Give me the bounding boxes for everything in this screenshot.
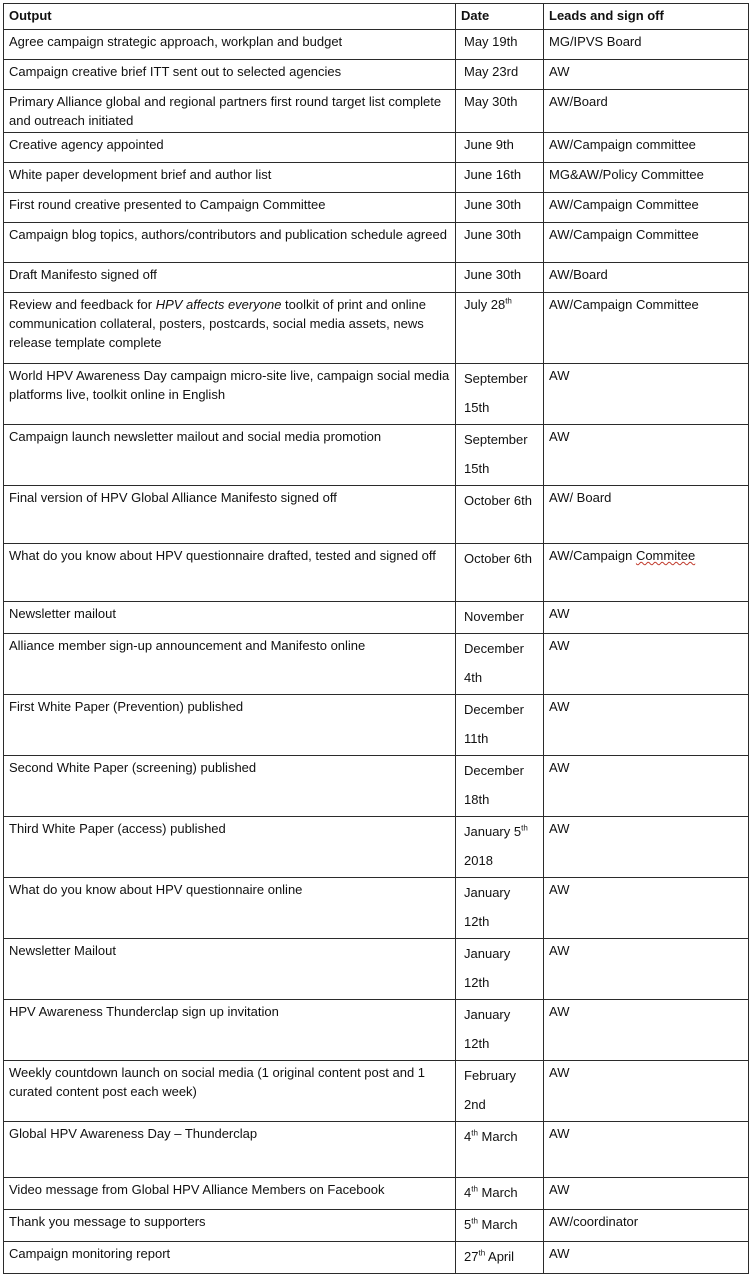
- header-date: Date: [456, 4, 544, 30]
- date-text: 27: [464, 1249, 479, 1264]
- date-cell: December 18th: [456, 756, 544, 817]
- output-cell: Campaign launch newsletter mailout and social media promotion: [4, 425, 456, 486]
- date-text: March: [477, 1129, 518, 1144]
- output-cell: Creative agency appointed: [4, 133, 456, 163]
- output-cell: Weekly countdown launch on social media (1 original content post and 1 curated content post each week): [4, 1061, 456, 1122]
- header-leads: Leads and sign off: [544, 4, 749, 30]
- date-cell: February 2nd: [456, 1061, 544, 1122]
- date-cell: January 12th: [456, 939, 544, 1000]
- date-cell: [456, 293, 544, 364]
- date-text: January 5: [464, 824, 522, 839]
- output-cell: Video message from Global HPV Alliance Members on Facebook: [4, 1178, 456, 1210]
- date-suffix: th: [471, 1216, 478, 1226]
- date-cell: January 12th: [456, 1000, 544, 1061]
- output-cell: What do you know about HPV questionnaire online: [4, 878, 456, 939]
- table-row: [4, 1210, 749, 1242]
- date-cell: [456, 1210, 544, 1242]
- leads-cell: AW: [544, 425, 749, 486]
- date-cell: October 6th: [456, 544, 544, 602]
- date-cell: September 15th: [456, 364, 544, 425]
- output-cell: Agree campaign strategic approach, workplan and budget: [4, 30, 456, 60]
- table-row: [4, 695, 749, 756]
- output-cell: Third White Paper (access) published: [4, 817, 456, 878]
- table-row: [4, 817, 749, 878]
- date-suffix: th: [505, 296, 512, 306]
- date-cell: [456, 817, 544, 878]
- output-cell: World HPV Awareness Day campaign micro-site live, campaign social media platforms live, toolkit online in English: [4, 364, 456, 425]
- leads-cell: AW/Board: [544, 263, 749, 293]
- table-row: [4, 939, 749, 1000]
- date-text: 4: [464, 1185, 472, 1200]
- date-text: July 28: [464, 297, 506, 312]
- table-row: [4, 1000, 749, 1061]
- leads-cell: AW/Campaign committee: [544, 133, 749, 163]
- table-row: [4, 1178, 749, 1210]
- leads-cell: AW: [544, 634, 749, 695]
- table-row: [4, 30, 749, 60]
- date-cell: October 6th: [456, 486, 544, 544]
- output-cell: First White Paper (Prevention) published: [4, 695, 456, 756]
- table-row: [4, 1061, 749, 1122]
- output-cell: Final version of HPV Global Alliance Manifesto signed off: [4, 486, 456, 544]
- table-row: [4, 133, 749, 163]
- date-cell: May 30th: [456, 90, 544, 133]
- campaign-name-text: HPV affects everyone: [155, 297, 282, 312]
- leads-cell: AW/Campaign Committee: [544, 193, 749, 223]
- date-cell: June 9th: [456, 133, 544, 163]
- leads-cell: AW: [544, 695, 749, 756]
- date-cell: [456, 1242, 544, 1274]
- table-row: [4, 263, 749, 293]
- output-cell: Thank you message to supporters: [4, 1210, 456, 1242]
- date-text: March: [477, 1217, 518, 1232]
- date-cell: June 16th: [456, 163, 544, 193]
- table-row: [4, 1122, 749, 1178]
- table-row: [4, 163, 749, 193]
- table-row: [4, 878, 749, 939]
- table-row: [4, 223, 749, 263]
- leads-cell: AW: [544, 817, 749, 878]
- output-cell: Global HPV Awareness Day – Thunderclap: [4, 1122, 456, 1178]
- leads-text: AW/Campaign: [549, 548, 636, 563]
- table-row: [4, 756, 749, 817]
- campaign-timeline-table: [3, 3, 749, 1274]
- table-row: [4, 293, 749, 364]
- table-row: [4, 90, 749, 133]
- table-row: [4, 60, 749, 90]
- date-text: 4: [464, 1129, 472, 1144]
- leads-cell: AW: [544, 1178, 749, 1210]
- date-cell: June 30th: [456, 263, 544, 293]
- output-cell: Second White Paper (screening) published: [4, 756, 456, 817]
- date-cell: May 19th: [456, 30, 544, 60]
- output-cell: First round creative presented to Campaign Committee: [4, 193, 456, 223]
- leads-cell: MG/IPVS Board: [544, 30, 749, 60]
- date-cell: May 23rd: [456, 60, 544, 90]
- date-text: 5: [464, 1217, 472, 1232]
- date-cell: [456, 1178, 544, 1210]
- output-cell: Campaign creative brief ITT sent out to selected agencies: [4, 60, 456, 90]
- leads-cell: AW: [544, 60, 749, 90]
- output-cell: White paper development brief and author list: [4, 163, 456, 193]
- table-row: [4, 486, 749, 544]
- date-text: April: [485, 1249, 515, 1264]
- leads-cell: AW/coordinator: [544, 1210, 749, 1242]
- date-cell: June 30th: [456, 193, 544, 223]
- date-cell: September 15th: [456, 425, 544, 486]
- output-cell: Primary Alliance global and regional partners first round target list complete and outreach initiated: [4, 90, 456, 133]
- leads-cell: AW: [544, 1122, 749, 1178]
- leads-cell: AW: [544, 756, 749, 817]
- date-cell: November: [456, 602, 544, 634]
- output-cell: Campaign blog topics, authors/contributors and publication schedule agreed: [4, 223, 456, 263]
- date-suffix: th: [471, 1128, 478, 1138]
- table-row: [4, 364, 749, 425]
- date-cell: June 30th: [456, 223, 544, 263]
- table-header-row: [4, 4, 749, 30]
- output-cell: Newsletter mailout: [4, 602, 456, 634]
- table-row: [4, 634, 749, 695]
- leads-cell: AW: [544, 1061, 749, 1122]
- date-cell: December 11th: [456, 695, 544, 756]
- leads-cell: AW/Campaign Committee: [544, 293, 749, 364]
- date-suffix: th: [471, 1184, 478, 1194]
- date-cell: January 12th: [456, 878, 544, 939]
- output-text: toolkit of print and online communication collateral, posters, postcards, social media assets, news release template complete: [9, 297, 426, 350]
- date-suffix: th: [521, 823, 528, 833]
- output-cell: HPV Awareness Thunderclap sign up invitation: [4, 1000, 456, 1061]
- output-cell: What do you know about HPV questionnaire drafted, tested and signed off: [4, 544, 456, 602]
- table-row: [4, 1242, 749, 1274]
- output-cell: Alliance member sign-up announcement and Manifesto online: [4, 634, 456, 695]
- table-row: [4, 193, 749, 223]
- output-text: Review and feedback for: [9, 297, 156, 312]
- output-cell: Newsletter Mailout: [4, 939, 456, 1000]
- leads-cell: AW: [544, 1242, 749, 1274]
- misspelled-word: Commitee: [635, 548, 696, 563]
- output-cell: Draft Manifesto signed off: [4, 263, 456, 293]
- date-cell: [456, 1122, 544, 1178]
- table-row: [4, 544, 749, 602]
- leads-cell: AW: [544, 602, 749, 634]
- leads-cell: [544, 544, 749, 602]
- leads-cell: AW: [544, 1000, 749, 1061]
- date-year: 2018: [464, 853, 493, 868]
- leads-cell: AW: [544, 939, 749, 1000]
- table-row: [4, 425, 749, 486]
- leads-cell: AW: [544, 364, 749, 425]
- leads-cell: AW/ Board: [544, 486, 749, 544]
- leads-cell: AW/Board: [544, 90, 749, 133]
- date-text: March: [477, 1185, 518, 1200]
- header-output: Output: [4, 4, 456, 30]
- leads-cell: AW/Campaign Committee: [544, 223, 749, 263]
- output-cell: Campaign monitoring report: [4, 1242, 456, 1274]
- leads-cell: MG&AW/Policy Committee: [544, 163, 749, 193]
- leads-cell: AW: [544, 878, 749, 939]
- output-cell: [4, 293, 456, 364]
- table-row: [4, 602, 749, 634]
- date-suffix: th: [478, 1248, 486, 1258]
- date-cell: December 4th: [456, 634, 544, 695]
